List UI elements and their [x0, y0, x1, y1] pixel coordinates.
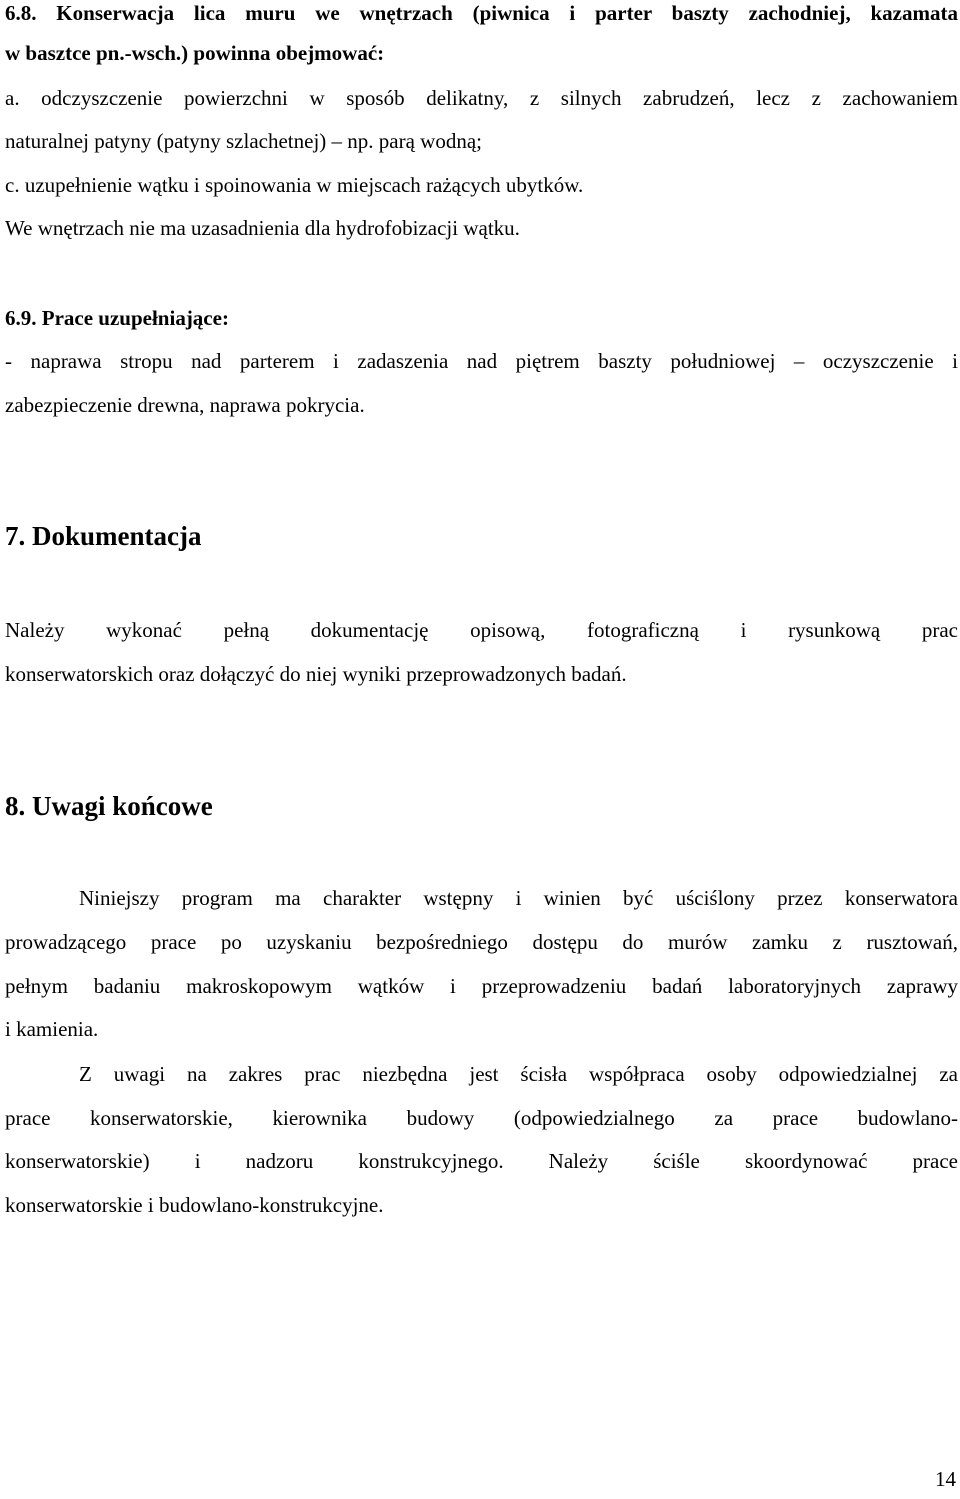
section-7-line-1: Należy wykonać pełną dokumentację opisową, fotograficzną i rysunkową prac — [5, 618, 958, 642]
section-8-paragraph-2-line-4: konserwatorskie i budowlano-konstrukcyjne. — [5, 1193, 384, 1217]
section-7-line-2: konserwatorskich oraz dołączyć do niej wyniki przeprowadzonych badań. — [5, 662, 627, 686]
section-8-heading: 8. Uwagi końcowe — [5, 791, 213, 821]
section-6-8-item-a-line-1: a. odczyszczenie powierzchni w sposób delikatny, z silnych zabrudzeń, lecz z zachowaniem — [5, 86, 958, 110]
section-7-heading: 7. Dokumentacja — [5, 521, 202, 551]
section-6-8-item-a-line-2: naturalnej patyny (patyny szlachetnej) – np. parą wodną; — [5, 129, 482, 153]
section-6-9-line-2: zabezpieczenie drewna, naprawa pokrycia. — [5, 393, 365, 417]
section-8-paragraph-1-line-2: prowadzącego prace po uzyskaniu bezpośredniego dostępu do murów zamku z rusztowań, — [5, 930, 958, 954]
section-6-8-note: We wnętrzach nie ma uzasadnienia dla hydrofobizacji wątku. — [5, 216, 520, 240]
section-6-8-heading-line-1: 6.8. Konserwacja lica muru we wnętrzach (piwnica i parter baszty zachodniej, kazamata — [5, 1, 958, 25]
section-8-paragraph-1-line-1: Niniejszy program ma charakter wstępny i winien być uściślony przez konserwatora — [79, 886, 958, 910]
section-6-8-heading-line-2: w basztce pn.-wsch.) powinna obejmować: — [5, 41, 385, 65]
section-8-paragraph-2-line-2: prace konserwatorskie, kierownika budowy (odpowiedzialnego za prace budowlano- — [5, 1106, 958, 1130]
section-8-paragraph-2-line-3: konserwatorskie) i nadzoru konstrukcyjnego. Należy ściśle skoordynować prace — [5, 1149, 958, 1173]
section-6-9-line-1: - naprawa stropu nad parterem i zadaszenia nad piętrem baszty południowej – oczyszczenie i — [5, 349, 958, 373]
section-6-9-heading: 6.9. Prace uzupełniające: — [5, 306, 229, 330]
page-number: 14 — [935, 1467, 956, 1491]
section-8-paragraph-1-line-4: i kamienia. — [5, 1017, 99, 1041]
section-8-paragraph-2-line-1: Z uwagi na zakres prac niezbędna jest ścisła współpraca osoby odpowiedzialnej za — [79, 1062, 958, 1086]
section-6-8-item-c: c. uzupełnienie wątku i spoinowania w miejscach rażących ubytków. — [5, 173, 584, 197]
section-8-paragraph-1-line-3: pełnym badaniu makroskopowym wątków i przeprowadzeniu badań laboratoryjnych zaprawy — [5, 974, 958, 998]
